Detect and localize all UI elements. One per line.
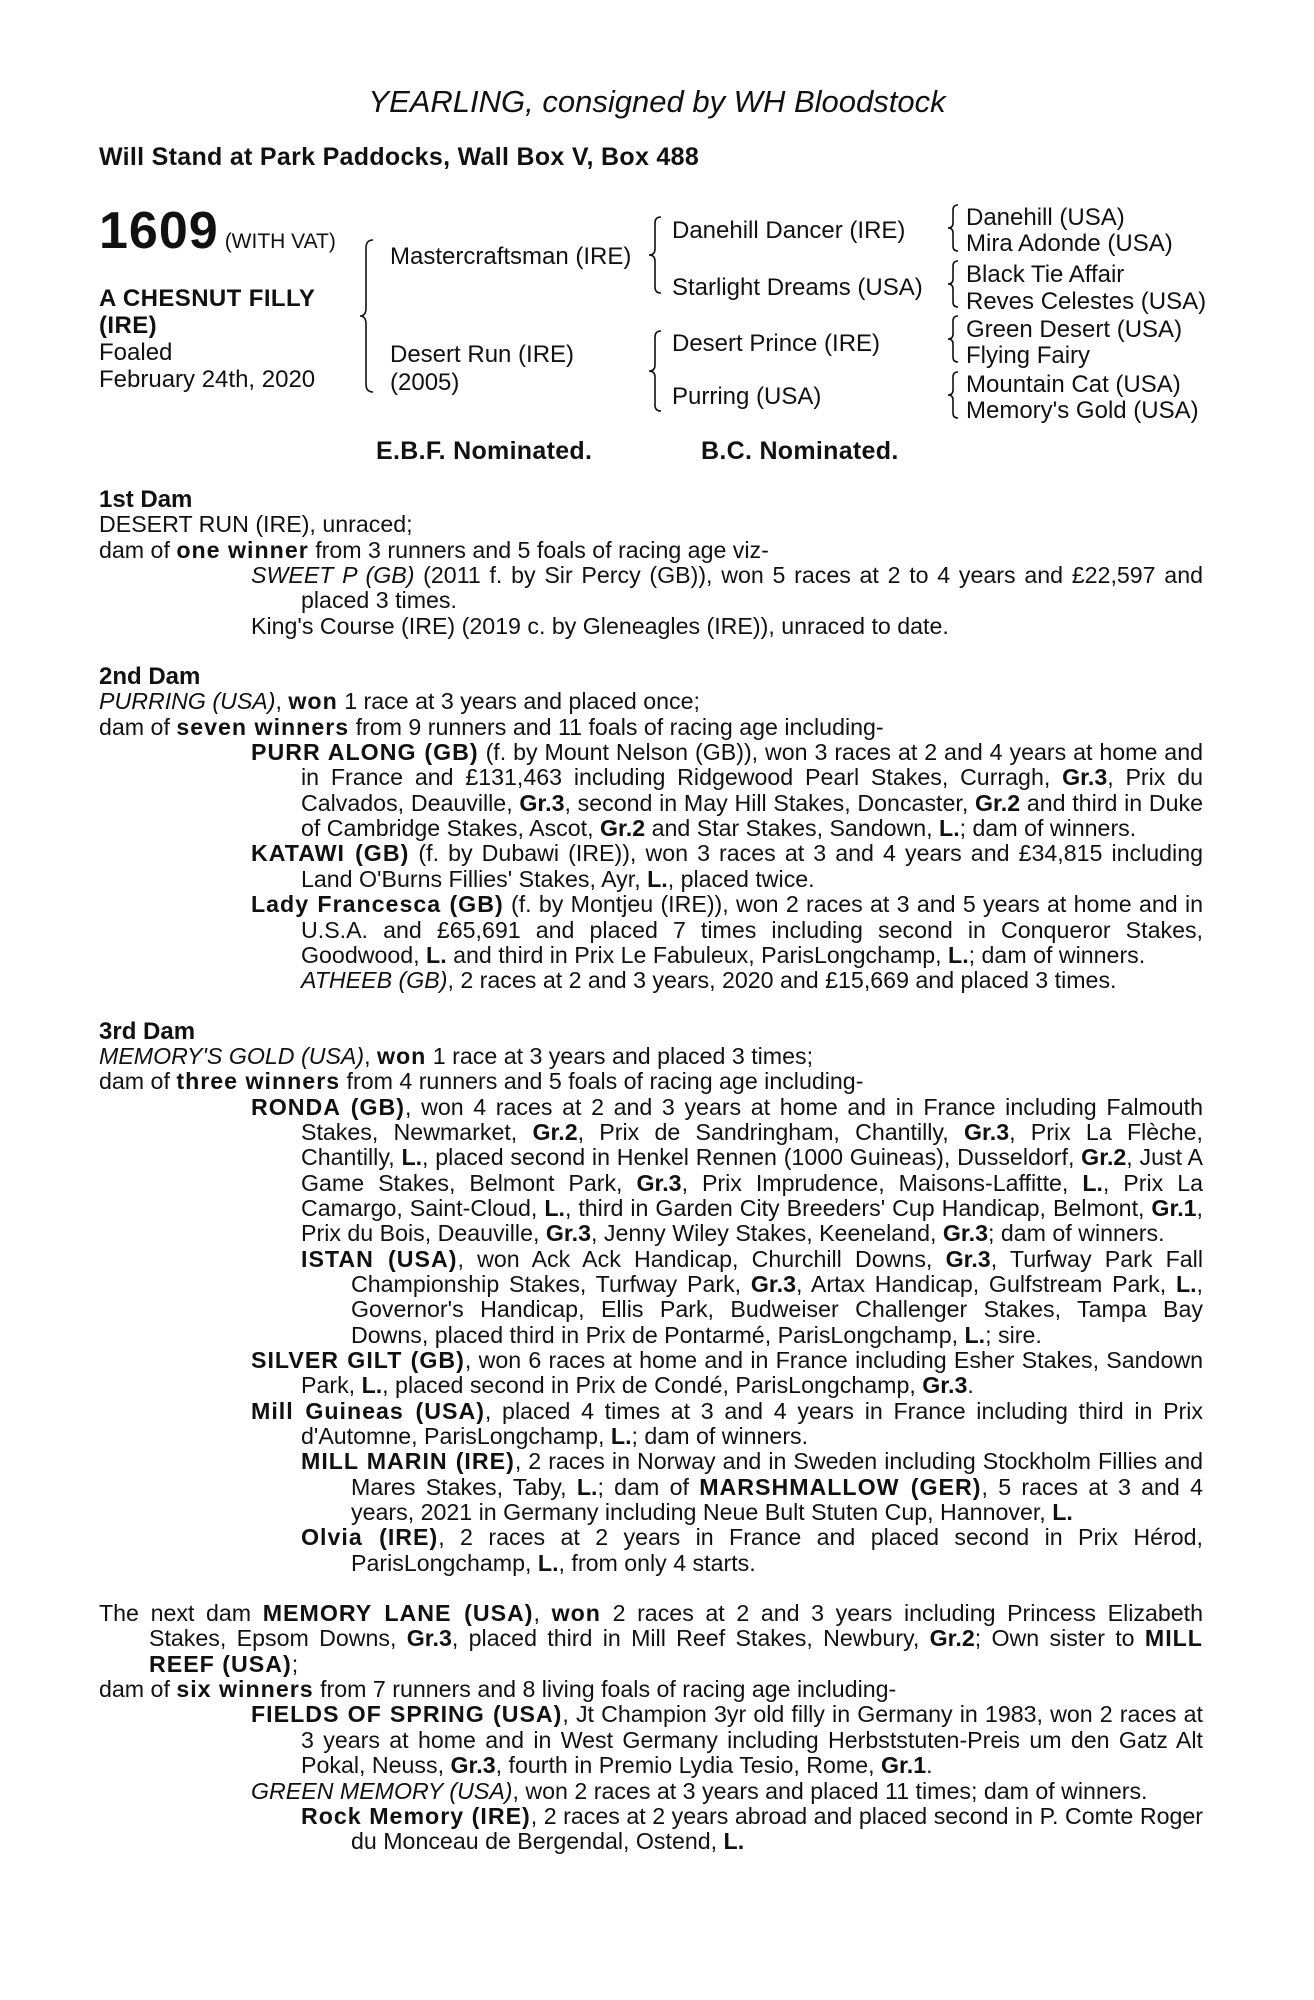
foaled-label: Foaled [99,339,173,366]
produce-entry: FIELDS OF SPRING (USA), Jt Champion 3yr old filly in Germany in 1983, won 2 races at 3 years at home and in West Germany including Herbststuten-Preis um den Gatz Alt Pokal, Neuss, Gr.3, fourth in Premio Lydia Tesio, Rome, Gr.1. [251,1701,1203,1779]
dd-brace [946,370,960,420]
pedigree-sire: Mastercraftsman (IRE) [390,243,632,270]
pedigree-ss-dam: Mira Adonde (USA) [966,230,1173,257]
dam-line-text [99,487,1203,1855]
produce-entry: Olvia (IRE), 2 races at 2 years in France and placed second in Prix Hérod, ParisLongchamp, L., from only 4 starts. [301,1524,1203,1576]
ebf-nomination: E.B.F. Nominated. [376,437,593,465]
produce-entry: ATHEEB (GB), 2 races at 2 and 3 years, 2020 and £15,669 and placed 3 times. [301,967,1117,994]
horse-origin: (IRE) [99,312,157,339]
ds-brace [946,314,960,364]
sd-brace [946,259,960,309]
produce-entry: KATAWI (GB) (f. by Dubawi (IRE)), won 3 races at 3 and 4 years and £34,815 including Land O'Burns Fillies' Stakes, Ayr, L., placed twice. [251,840,1203,892]
produce-entry: RONDA (GB), won 4 races at 2 and 3 years at home and in France including Falmouth Stakes, Newmarket, Gr.2, Prix de Sandringham, Chantilly, Gr.3, Prix La Flèche, Chantilly, L., placed second in Henkel Rennen (1000 Guineas), Dusseldorf, Gr.2, Just A Game Stakes, Belmont Park, Gr.3, Prix Imprudence, Maisons-Laffitte, L., Prix La Camargo, Saint-Cloud, L., third in Garden City Breeders' Cup Handicap, Belmont, Gr.1, Prix du Bois, Deauville, Gr.3, Jenny Wiley Stakes, Keeneland, Gr.3; dam of winners. [251,1093,1204,1247]
third-dam-heading: 3rd Dam [99,1017,196,1045]
produce-entry: MILL MARIN (IRE), 2 races in Norway and in Sweden including Stockholm Fillies and Mares Stakes, Taby, L.; dam of MARSHMALLOW (GER), 5 races at 3 and 4 years, 2021 in Germany including Neue Bult Stuten Cup, Hannover, L. [301,1448,1203,1526]
main-pedigree-brace [358,238,376,394]
first-dam-line: DESERT RUN (IRE), unraced; [99,511,413,538]
pedigree-sire-dam: Starlight Dreams (USA) [672,274,923,301]
foaled-info [99,339,315,393]
produce-entry: Rock Memory (IRE), 2 races at 2 years abroad and placed second in P. Comte Roger du Monceau de Bergendal, Ostend, L. [301,1802,1203,1855]
consignment-heading: YEARLING, consigned by WH Bloodstock [368,84,946,119]
produce-entry: King's Course (IRE) (2019 c. by Gleneagles (IRE)), unraced to date. [251,612,949,639]
pedigree-dam-sire: Desert Prince (IRE) [672,330,881,357]
pedigree-ss-sire: Danehill (USA) [966,204,1125,231]
pedigree-ds-dam: Flying Fairy [966,342,1091,369]
third-dam-line: MEMORY'S GOLD (USA), won 1 race at 3 years and placed 3 times; [99,1042,814,1069]
pedigree-dam: Desert Run (IRE) [390,341,575,368]
vat-note: (WITH VAT) [224,230,336,253]
second-dam-record: dam of seven winners from 9 runners and 11 foals of racing age including- [99,713,884,740]
ss-brace [946,203,960,253]
pedigree-ds-sire: Green Desert (USA) [966,316,1183,343]
horse-sex-colour: A CHESNUT FILLY [99,285,316,312]
pedigree-dam-dam: Purring (USA) [672,383,822,410]
pedigree-sire-sire: Danehill Dancer (IRE) [672,217,906,244]
produce-entry: ISTAN (USA), won Ack Ack Handicap, Churchill Downs, Gr.3, Turfway Park Fall Championship Stakes, Turfway Park, Gr.3, Artax Handicap, Gulfstream Park, L., Governor's Handicap, Ellis Park, Budweiser Challenger Stakes, Tampa Bay Downs, placed third in Prix de Pontarmé, ParisLongchamp, L.; sire. [301,1245,1203,1348]
second-dam-heading: 2nd Dam [99,663,201,691]
pedigree-dd-sire: Mountain Cat (USA) [966,371,1181,398]
lot-number-block [99,203,336,259]
produce-entry: SWEET P (GB) (2011 f. by Sir Percy (GB)), won 5 races at 2 to 4 years and £22,597 and placed 3 times. [251,562,1203,614]
third-dam-record: dam of three winners from 4 runners and 5 foals of racing age including- [99,1068,864,1095]
produce-entry: SILVER GILT (GB), won 6 races at home and in France including Esher Stakes, Sandown Park, L., placed second in Prix de Condé, ParisLongchamp, Gr.3. [251,1347,1203,1399]
produce-entry: Lady Francesca (GB) (f. by Montjeu (IRE)), won 2 races at 3 and 5 years at home and in U.S.A. and £65,691 and placed 7 times including second in Conqueror Stakes, Goodwood, L. and third in Prix Le Fabuleux, ParisLongchamp, L.; dam of winners. [251,891,1203,968]
stand-location: Will Stand at Park Paddocks, Wall Box V, Box 488 [99,143,700,171]
produce-entry: GREEN MEMORY (USA), won 2 races at 3 years and placed 11 times; dam of winners. [251,1777,1148,1804]
pedigree-dd-dam: Memory's Gold (USA) [966,397,1199,424]
horse-description [99,285,369,339]
produce-entry: PURR ALONG (GB) (f. by Mount Nelson (GB)), won 3 races at 2 and 4 years at home and in France and £131,463 including Ridgewood Pearl Stakes, Curragh, Gr.3, Prix du Calvados, Deauville, Gr.3, second in May Hill Stakes, Doncaster, Gr.2 and third in Duke of Cambridge Stakes, Ascot, Gr.2 and Star Stakes, Sandown, L.; dam of winners. [251,739,1203,842]
second-dam-line: PURRING (USA), won 1 race at 3 years and placed once; [99,688,700,715]
produce-entry: Mill Guineas (USA), placed 4 times at 3 and 4 years in France including third in Prix d'Automne, ParisLongchamp, L.; dam of winners. [251,1397,1203,1450]
lot-number: 1609 [99,202,219,260]
bc-nomination: B.C. Nominated. [701,437,899,465]
first-dam-heading: 1st Dam [99,486,193,513]
foaled-date: February 24th, 2020 [99,366,316,393]
first-dam-record: dam of one winner from 3 runners and 5 foals of racing age viz- [99,536,769,563]
next-dam-record: dam of six winners from 7 runners and 8 living foals of racing age including- [99,1676,897,1703]
sire-brace [647,215,663,295]
pedigree-dam-year: (2005) [390,369,460,396]
pedigree-sd-dam: Reves Celestes (USA) [966,288,1207,315]
pedigree-sd-sire: Black Tie Affair [966,261,1125,288]
next-dam-line: The next dam MEMORY LANE (USA), won 2 races at 2 and 3 years including Princess Elizabeth Stakes, Epsom Downs, Gr.3, placed third in Mill Reef Stakes, Newbury, Gr.2; Own sister to MILL REEF (USA); [99,1600,1204,1677]
dam-brace [647,329,663,413]
